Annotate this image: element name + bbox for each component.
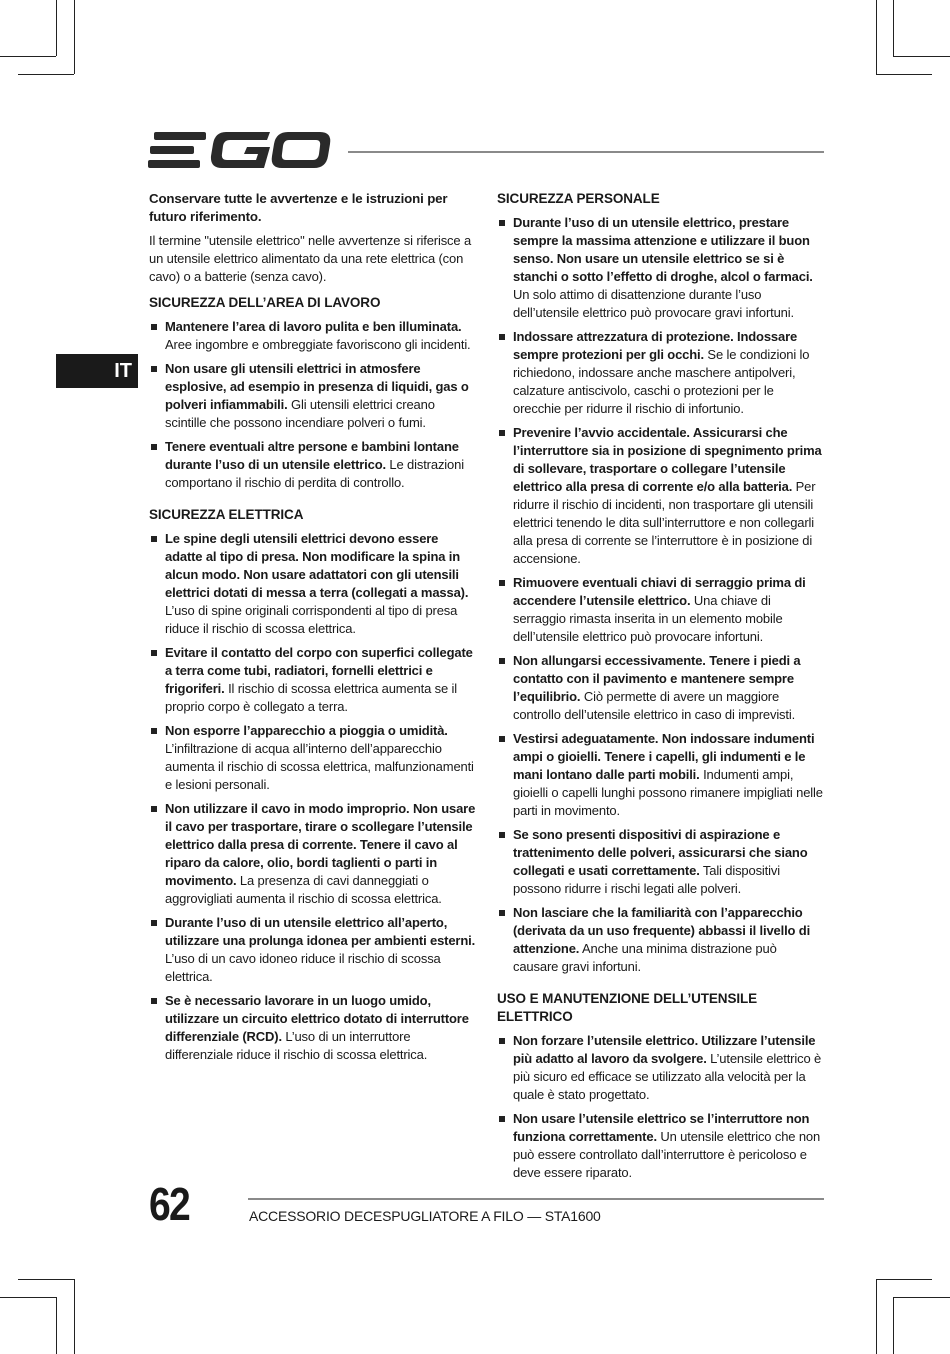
item-bold-text: Non allungarsi eccessivamente. Tenere i piedi a contatto con il pavimento e mantenere sempre l’equilibrio. (513, 653, 801, 704)
square-bullet-icon (499, 1116, 505, 1122)
intro-bold: Conservare tutte le avvertenze e le istruzioni per futuro riferimento. (149, 191, 448, 224)
square-bullet-icon (499, 334, 505, 340)
footer-rule (248, 1198, 824, 1200)
list-item (497, 1110, 825, 1182)
item-bold-text: Vestirsi adeguatamente. Non indossare indumenti ampi o gioielli. Tenere i capelli, gli indumenti e le mani lontano dalle parti mobili. (513, 731, 815, 782)
item-text: L’utensile elettrico è più sicuro ed efficace se utilizzato alla velocità per la quale è stato progettato. (513, 1051, 822, 1102)
crop-mark (18, 74, 74, 75)
item-bold-text: Durante l’uso di un utensile elettrico all’aperto, utilizzare una prolunga idonea per ambienti esterni. (165, 915, 476, 948)
item-bold-text: Non utilizzare il cavo in modo improprio. Non usare il cavo per trasportare, tirare o scollegare l’utensile elettrico dalla presa di corrente. Tenere il cavo al riparo da calore, olio, bordi taglienti o parti in movimento. (165, 801, 476, 888)
section-title: SICUREZZA DELL’AREA DI LAVORO (149, 295, 381, 310)
list-item (149, 722, 477, 794)
square-bullet-icon (151, 806, 157, 812)
bullet-list (149, 530, 477, 1064)
square-bullet-icon (151, 650, 157, 656)
square-bullet-icon (499, 220, 505, 226)
list-item (497, 652, 825, 724)
list-item (497, 328, 825, 418)
section-title: USO E MANUTENZIONE DELL’UTENSILE ELETTRICO (497, 991, 758, 1024)
square-bullet-icon (151, 536, 157, 542)
item-text: Se le condizioni lo richiedono, indossare anche maschere antipolveri, calzature antiscivolo, caschi o protezioni per le orecchie per ridurre il rischio di infortunio. (513, 347, 810, 416)
item-bold-text: Non esporre l’apparecchio a pioggia o umidità. (165, 723, 448, 738)
square-bullet-icon (499, 910, 505, 916)
item-bold-text: Non usare l’utensile elettrico se l’interruttore non funziona correttamente. (513, 1111, 810, 1144)
bullet-list (497, 214, 825, 976)
square-bullet-icon (499, 832, 505, 838)
item-text: Indumenti ampi, gioielli o capelli lunghi possono rimanere impigliati nelle parti in movimento. (513, 767, 823, 818)
square-bullet-icon (499, 1038, 505, 1044)
right-column (497, 190, 825, 1196)
list-item (497, 214, 825, 322)
crop-mark (0, 1297, 56, 1298)
item-bold-text: Non forzare l’utensile elettrico. Utilizzare l’utensile più adatto al lavoro da svolgere. (513, 1033, 816, 1066)
item-bold-text: Prevenire l’avvio accidentale. Assicurarsi che l’interruttore sia in posizione di spegnimento prima di sollevare, trasportare o collegare l’utensile elettrico alla presa di corrente e/o alla batteria. (513, 425, 822, 494)
list-item (149, 800, 477, 908)
crop-mark (74, 1279, 75, 1354)
item-text: Le distrazioni comportano il rischio di perdita di controllo. (165, 457, 464, 490)
crop-mark (893, 1297, 894, 1354)
crop-mark (0, 56, 56, 57)
crop-mark (56, 1297, 57, 1354)
square-bullet-icon (151, 366, 157, 372)
square-bullet-icon (151, 728, 157, 734)
item-bold-text: Rimuovere eventuali chiavi di serraggio prima di accendere l’utensile elettrico. (513, 575, 806, 608)
square-bullet-icon (499, 658, 505, 664)
item-text: Il rischio di scossa elettrica aumenta se il proprio corpo è collegato a terra. (165, 681, 458, 714)
crop-mark (876, 0, 877, 74)
language-tab: IT (56, 354, 138, 388)
item-text: La presenza di cavi danneggiati o aggrovigliati aumenta il rischio di scossa elettrica. (165, 873, 442, 906)
item-text: L’uso di un cavo idoneo riduce il rischio di scossa elettrica. (165, 951, 441, 984)
intro-text: Il termine "utensile elettrico" nelle avvertenze si riferisce a un utensile elettrico alimentato da una rete elettrica (con cavo) o a batterie (senza cavo). (149, 233, 472, 284)
item-text: Ciò permette di avere un maggiore controllo dell’utensile elettrico in caso di imprevisti. (513, 689, 796, 722)
item-bold-text: Se sono presenti dispositivi di aspirazione e trattenimento delle polveri, assicurarsi che siano collegati e usati correttamente. (513, 827, 808, 878)
item-text: L’infiltrazione di acqua all’interno dell’apparecchio aumenta il rischio di scossa elettrica, malfunzionamenti e lesioni personali. (165, 741, 474, 792)
crop-mark (893, 56, 950, 57)
list-item (149, 360, 477, 432)
square-bullet-icon (151, 324, 157, 330)
square-bullet-icon (151, 920, 157, 926)
section-title: SICUREZZA PERSONALE (497, 191, 660, 206)
crop-mark (56, 0, 57, 56)
item-bold-text: Non lasciare che la familiarità con l’apparecchio (derivata da un uso frequente) abbassi il livello di attenzione. (513, 905, 811, 956)
item-bold-text: Durante l’uso di un utensile elettrico, prestare sempre la massima attenzione e utilizzare il buon senso. Non usare un utensile elettrico se si è stanchi o sotto l’effetto di droghe, alcol o farmaci. (513, 215, 813, 284)
item-text: L’uso di spine originali corrispondenti al tipo di presa riduce il rischio di scossa elettrica. (165, 603, 458, 636)
square-bullet-icon (151, 998, 157, 1004)
left-sections (149, 294, 477, 1064)
right-sections (497, 190, 825, 1182)
item-bold-text: Non usare gli utensili elettrici in atmosfere esplosive, ad esempio in presenza di liquidi, gas o polveri infiammabili. (165, 361, 469, 412)
item-bold-text: Indossare attrezzatura di protezione. Indossare sempre protezioni per gli occhi. (513, 329, 798, 362)
list-item (149, 438, 477, 492)
footer-text: ACCESSORIO DECESPUGLIATORE A FILO — STA1600 (249, 1208, 601, 1224)
list-item (497, 424, 825, 568)
list-item (149, 992, 477, 1064)
list-item (149, 644, 477, 716)
item-bold-text: Tenere eventuali altre persone e bambini lontane durante l’uso di un utensile elettrico. (165, 439, 459, 472)
item-text: Una chiave di serraggio rimasta inserita in un elemento mobile dell’utensile elettrico può provocare infortuni. (513, 593, 783, 644)
list-item (497, 826, 825, 898)
page-number: 62 (149, 1178, 190, 1230)
square-bullet-icon (499, 430, 505, 436)
crop-mark (893, 0, 894, 56)
item-text: Anche una minima distrazione può causare gravi infortuni. (513, 941, 777, 974)
ego-logo (148, 128, 332, 172)
crop-mark (893, 1297, 950, 1298)
item-text: Un solo attimo di disattenzione durante l’uso dell’utensile elettrico può provocare gravi infortuni. (513, 287, 794, 320)
bullet-list (149, 318, 477, 492)
item-text: Tali dispositivi possono ridurre i rischi legati alle polveri. (513, 863, 780, 896)
item-bold-text: Se è necessario lavorare in un luogo umido, utilizzare un circuito elettrico dotato di interruttore differenziale (RCD). (165, 993, 469, 1044)
list-item (149, 530, 477, 638)
item-text: Aree ingombre e ombreggiate favoriscono gli incidenti. (165, 337, 471, 352)
crop-mark (876, 1279, 932, 1280)
item-bold-text: Mantenere l’area di lavoro pulita e ben illuminata. (165, 319, 462, 334)
list-item (149, 914, 477, 986)
square-bullet-icon (499, 580, 505, 586)
crop-mark (74, 0, 75, 74)
list-item (497, 574, 825, 646)
list-item (497, 1032, 825, 1104)
crop-mark (18, 1279, 74, 1280)
item-bold-text: Le spine degli utensili elettrici devono essere adatte al tipo di presa. Non modificare la spina in alcun modo. Non usare adattatori con gli utensili elettrici dotati di messa a terra (collegati a massa). (165, 531, 469, 600)
item-bold-text: Evitare il contatto del corpo con superfici collegate a terra come tubi, radiatori, fornelli elettrici e frigoriferi. (165, 645, 473, 696)
list-item (149, 318, 477, 354)
item-text: Un utensile elettrico che non può essere controllato dall’interruttore è pericoloso e deve essere riparato. (513, 1129, 821, 1180)
list-item (497, 730, 825, 820)
left-column (149, 190, 477, 1078)
square-bullet-icon (499, 736, 505, 742)
item-text: Gli utensili elettrici creano scintille che possono incendiare polveri o fumi. (165, 397, 435, 430)
item-text: Per ridurre il rischio di incidenti, non trasportare gli utensili elettrici tenendo le dita sull’interruttore e non collegarli alla presa di corrente se l’interruttore è in posizione di accensione. (513, 479, 816, 566)
header-rule (348, 151, 824, 153)
list-item (497, 904, 825, 976)
section-title: SICUREZZA ELETTRICA (149, 507, 304, 522)
crop-mark (876, 1279, 877, 1354)
bullet-list (497, 1032, 825, 1182)
crop-mark (876, 74, 932, 75)
item-text: L’uso di un interruttore differenziale riduce il rischio di scossa elettrica. (165, 1029, 428, 1062)
square-bullet-icon (151, 444, 157, 450)
